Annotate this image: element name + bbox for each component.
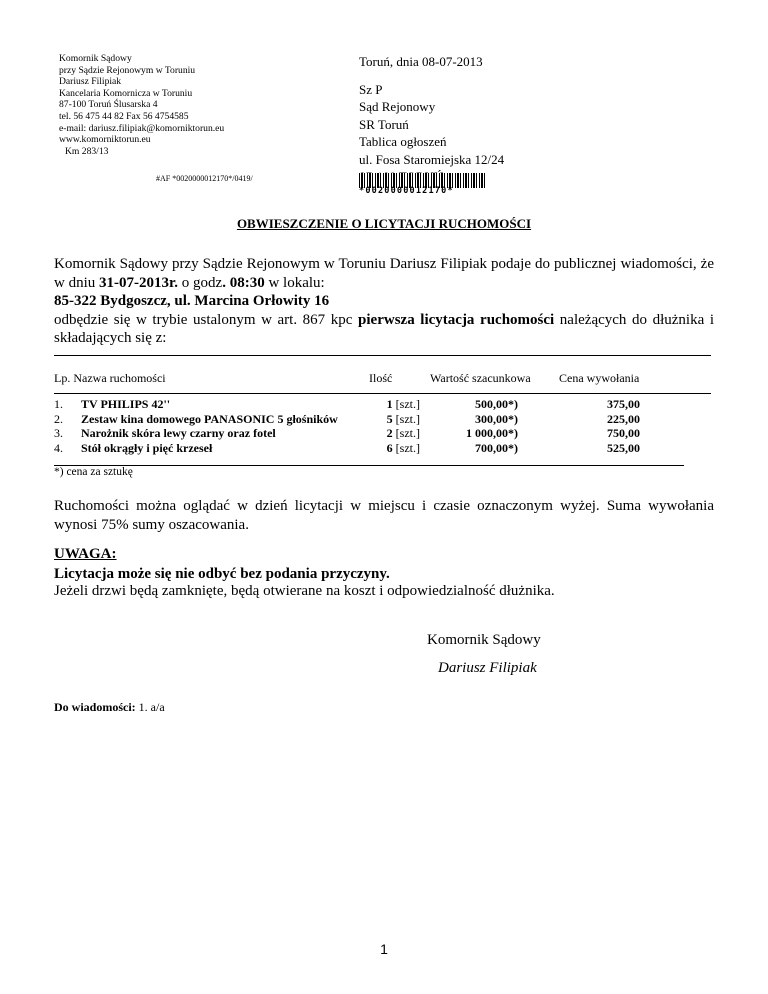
row-value: 700,00*) — [475, 440, 518, 455]
row-value: 500,00*) — [475, 397, 518, 411]
sender-line: tel. 56 475 44 82 Fax 56 4754585 — [59, 110, 189, 122]
row-name: Narożnik skóra lewy czarny oraz fotel — [81, 426, 276, 440]
row-name: TV PHILIPS 42'' — [81, 397, 171, 411]
auction-type: pierwsza licytacja ruchomości — [358, 311, 555, 328]
divider-bottom — [54, 465, 684, 466]
recipient-line: SR Toruń — [359, 116, 409, 132]
auction-date: 31-07-2013r. — [99, 274, 179, 291]
row-qty: 5 — [386, 411, 393, 426]
intro-text-a: Komornik Sądowy przy Sądzie Rejonowym w Toruniu Dariusz Filipiak podaje do publicznej wiadomości, że w dniu — [54, 256, 714, 291]
row-unit: [szt.] — [392, 411, 420, 426]
distribution-label: Do wiadomości: — [54, 700, 136, 714]
case-number: Km 283/13 — [65, 145, 109, 157]
sender-line: www.komorniktorun.eu — [59, 134, 151, 146]
row-qty: 6 — [386, 440, 393, 455]
sender-block — [59, 53, 224, 157]
sender-line: Kancelaria Komornicza w Toruniu — [59, 87, 193, 99]
row-value: 1 000,00*) — [466, 426, 518, 440]
distribution-list — [54, 700, 165, 715]
row-unit: [szt.] — [392, 426, 420, 440]
document-title: OBWIESZCZENIE O LICYTACJI RUCHOMOŚCI — [236, 216, 532, 231]
row-price: 525,00 — [607, 440, 640, 455]
row-name: Stół okrągły i pięć krzeseł — [81, 440, 213, 455]
row-lp: 3. — [54, 426, 63, 440]
distribution-value: 1. a/a — [135, 700, 165, 714]
row-lp: 1. — [54, 397, 63, 411]
recipient-line: Sąd Rejonowy — [359, 99, 436, 115]
row-value: 300,00*) — [475, 411, 518, 426]
page-number: 1 — [380, 941, 388, 957]
row-unit: [szt.] — [392, 440, 420, 455]
intro-text-e: należących do dłużnika i składających się z: — [54, 311, 715, 346]
warning-title: UWAGA: — [54, 546, 117, 562]
intro-text-d: odbędzie się w trybie ustalonym w art. 867 kpc — [54, 311, 359, 328]
signature-title: Komornik Sądowy — [427, 632, 541, 648]
row-qty: 2 — [386, 426, 393, 440]
recipient-line: Tablica ogłoszeń — [359, 134, 447, 150]
divider-top — [54, 355, 711, 356]
row-lp: 2. — [54, 411, 63, 426]
divider-header — [54, 393, 711, 394]
date-line: Toruń, dnia 08-07-2013 — [359, 54, 483, 69]
recipient-line: Sz P — [359, 82, 383, 97]
barcode-text: *0020000012170* — [359, 186, 454, 196]
signature-name: Dariusz Filipiak — [438, 660, 537, 676]
recipient-block — [359, 81, 504, 185]
sender-line: Komornik Sądowy — [59, 53, 132, 64]
af-code: #AF *0020000012170*/0419/ — [156, 174, 253, 183]
intro-text-c: w lokalu: — [264, 274, 325, 291]
viewing-paragraph: Ruchomości można oglądać w dzień licytacji w miejscu i czasie oznaczonym wyżej. Suma wywołania wynosi 75% sumy oszacowania. — [54, 498, 714, 533]
footnote: *) cena za sztukę — [54, 466, 133, 478]
row-price: 375,00 — [607, 397, 640, 411]
sender-line: e-mail: dariusz.filipiak@komorniktorun.eu — [59, 122, 225, 134]
warning-line-1: Licytacja może się nie odbyć bez podania przyczyny. — [54, 566, 390, 582]
auction-address: 85-322 Bydgoszcz, ul. Marcina Orłowity 16 — [54, 293, 330, 309]
row-qty: 1 — [386, 397, 393, 411]
row-price: 750,00 — [607, 426, 640, 440]
intro-text-b: o godz — [178, 274, 223, 291]
header-qty: Ilość — [369, 371, 393, 385]
header-value: Wartość szacunkowa — [430, 371, 531, 385]
header-name: Lp. Nazwa ruchomości — [54, 371, 166, 385]
intro-text — [54, 255, 714, 348]
header-price: Cena wywołania — [559, 371, 640, 385]
sender-line: 87-100 Toruń Ślusarska 4 — [59, 99, 158, 111]
row-lp: 4. — [54, 440, 63, 455]
sender-line: przy Sądzie Rejonowym w Toruniu — [59, 64, 196, 76]
warning-line-2: Jeżeli drzwi będą zamknięte, będą otwierane na koszt i odpowiedzialność dłużnika. — [54, 583, 555, 599]
sender-line: Dariusz Filipiak — [59, 76, 122, 88]
auction-time: . 08:30 — [222, 274, 265, 291]
row-name: Zestaw kina domowego PANASONIC 5 głośników — [81, 411, 338, 426]
row-unit: [szt.] — [392, 397, 420, 411]
recipient-line: ul. Fosa Staromiejska 12/24 — [359, 151, 505, 167]
row-price: 225,00 — [607, 411, 640, 426]
